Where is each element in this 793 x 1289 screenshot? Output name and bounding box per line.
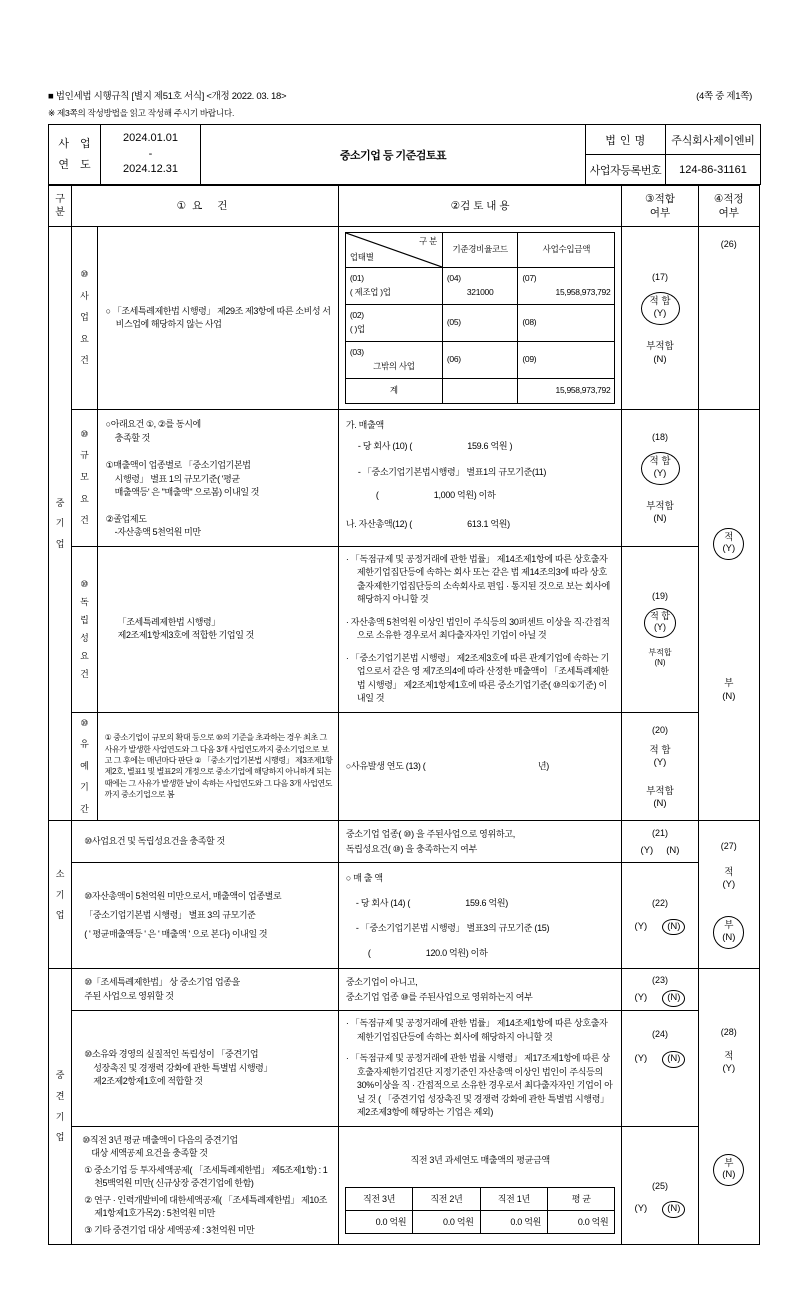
year-header-2: 직전 2년 [413, 1187, 480, 1210]
subtable-header-income: 사업수입금액 [518, 233, 615, 268]
subtable-cell-09: (09) [518, 342, 615, 379]
fit-answer-19[interactable] [622, 546, 698, 712]
content-106-title: ○ 매 출 액 [345, 873, 383, 884]
content-106-company-sales: - 당 회사 (14) ( 159.6 억원) [356, 894, 615, 912]
category-label-medium-enterprise: 중 기 업 [49, 227, 72, 821]
subtable-cell-01: (01) ( 제조업 )업 [345, 268, 442, 305]
subtable-cell-08: (08) [518, 305, 615, 342]
spacer [622, 485, 697, 501]
spacer [622, 770, 697, 786]
requirement-105: ⑩사업요건 및 독립성요건을 충족할 것 [72, 821, 339, 863]
fit-no-option-18[interactable]: 부적합 (N) [646, 500, 674, 525]
row-106-small-business-scale [49, 863, 760, 969]
assets-value-12: 613.1 [467, 518, 489, 529]
adequacy-line2: 여부 [718, 207, 739, 219]
year-value-row [345, 1210, 615, 1233]
corp-name-label: 법 인 명 [586, 125, 666, 155]
adequacy-line1: ④적정 [713, 192, 744, 205]
year-header-avg: 평 균 [548, 1187, 615, 1210]
document-header-meta [48, 88, 760, 102]
fit-number-20: (20) [652, 724, 669, 735]
fit-number-22: (22) [652, 898, 669, 909]
fit-answer-23[interactable] [622, 969, 698, 1011]
criteria-review-table [48, 185, 760, 1245]
row-109-midsize-tax-credit [49, 1126, 760, 1245]
fit-no-option-22[interactable]: (N) [662, 919, 685, 936]
fit-no-option-23[interactable]: (N) [662, 990, 685, 1007]
fit-yes-option-23[interactable]: (Y) [634, 991, 648, 1003]
adequacy-answer-28[interactable] [698, 969, 759, 1245]
fiscal-period-value [101, 125, 201, 185]
subtable-row [345, 342, 615, 379]
adequacy-number-27: (27) [720, 841, 737, 852]
subtable-corner-header [345, 233, 442, 268]
content-106-standard-label: - 「중소기업기본법 시행령」 별표3의 규모기준 (15) [355, 923, 550, 934]
small-sales-value-14: 159.6 [465, 898, 487, 909]
period-start: 2024.01.01 [122, 131, 179, 144]
fiscal-year-label [49, 125, 101, 185]
category-label-midsize-enterprise: 중 견 기 업 [49, 969, 72, 1245]
adequacy-no-option-27[interactable]: 부 (N) [713, 916, 744, 949]
content-102-b-assets: 나. 자산총액(12) ( 613.1 억원) [346, 517, 615, 531]
gubun-line1: 구 [55, 193, 65, 205]
item-no-101: ⑩ 사 업 요 건 [72, 227, 97, 410]
review-content-108 [338, 1011, 622, 1127]
adequacy-no-option-28[interactable]: 부 (N) [713, 1154, 744, 1187]
fit-no-option-19[interactable]: 부적합 (N) [648, 647, 672, 667]
subtable-header-code: 기준경비율코드 [442, 233, 517, 268]
content-108-bullet-2: · 「독점규제 및 공정거래에 관한 법률 시행령」 제17조제1항에 따른 상호출자제한기업진단 지정기준인 자산총액 이상인 법인이 주식등의 30%이상을 직 · 간접적으로 소유한 경우로서 최다출자자인 기업이 아닐 것 ( 「중견기업 성장촉진 및 경쟁력 강화에 관한 특별법 시행령」 제2조제3항에 해당하는 기업은 제외) [345, 1053, 613, 1118]
fit-line2: 여부 [649, 207, 671, 219]
fiscal-year-label-line1: 사 업 [58, 138, 95, 151]
fit-number-17: (17) [652, 272, 669, 283]
scale-standard-11: 1,000 [433, 490, 455, 501]
subtable-total-label: 계 [345, 379, 442, 404]
adequacy-yes-option-27[interactable]: 적 (Y) [722, 867, 736, 891]
table-header-row [49, 186, 760, 227]
fit-answer-18[interactable] [622, 410, 698, 547]
row-105-small-business-requirement [49, 821, 760, 863]
fit-answer-24[interactable] [622, 1011, 698, 1127]
fit-number-23: (23) [652, 974, 669, 985]
business-type-subtable [345, 232, 616, 404]
requirement-103 [97, 546, 338, 712]
column-header-adequacy [698, 186, 759, 227]
category-label-small-enterprise: 소 기 업 [49, 821, 72, 969]
requirement-108: ⑩소유와 경영의 실질적인 독립성이 「중견기업 성장촉진 및 경쟁력 강화에 관한 특별법 시행령」 제2조제2항제1호에 적합할 것 [72, 1011, 339, 1127]
fit-yes-option-18[interactable]: 적 합 (Y) [641, 452, 680, 485]
fit-yes-option-21[interactable]: (Y) [640, 845, 654, 857]
fit-no-option-24[interactable]: (N) [662, 1051, 685, 1068]
content-105-text: 중소기업 업종( ⑩) 을 주된사업으로 영위하고, 독립성요건( ⑩) 을 충족하는지 여부 [345, 829, 515, 854]
adequacy-number-26: (26) [698, 227, 759, 410]
year-value-1: 0.0 억원 [480, 1210, 547, 1233]
requirement-109: ⑩직전 3년 평균 매출액이 다음의 중견기업 대상 세액공제 요건을 충족할 것 ① 중소기업 등 투자세액공제( 「조세특례제한법」 제5조제1항) : 1천5백억원 미만( 신규상장 중견기업에 한함) ② 연구 · 인력개발비에 대한세액공제( 「조세특례제한법」 제10조제1항제1호가목2) : 5천억원 미만 ③ 기타 중견기업 대상 세액공제 : 3천억원 미만 [72, 1126, 339, 1245]
title-block [48, 124, 761, 185]
spacer [622, 325, 697, 341]
fit-line1: ③적합 [645, 192, 675, 205]
content-103-bullet-3: · 「중소기업기본법 시행령」 제2조제3호에 따른 관계기업에 속하는 기업으로서 같은 영 제7조의4에 따라 산정한 매출액이 「조세특례제한법 시행령」 제2조제1항제1호에 따른 중소기업기준( ⑩의①기준) 이내일 것 [345, 652, 610, 703]
period-end: 2024.12.31 [122, 163, 179, 176]
adequacy-yes-option-28[interactable]: 적 (Y) [722, 1050, 736, 1075]
content-102-sales-company: - 당 회사 (10) ( 159.6 억원 ) [358, 439, 615, 453]
gubun-line2: 분 [55, 207, 65, 218]
row-104-grace-period [49, 712, 760, 821]
year-value-avg: 0.0 억원 [548, 1210, 615, 1233]
fit-number-18: (18) [652, 431, 669, 442]
review-content-102 [338, 410, 622, 547]
review-content-107: 중소기업이 아니고, 중소기업 업종 ⑩를 주된사업으로 영위하는지 여부 [338, 969, 622, 1011]
req-102-item2: ②졸업제도 -자산총액 5천억원 미만 [105, 513, 201, 537]
fit-yes-option-19[interactable]: 적 합 (Y) [644, 608, 676, 638]
page-title: 중소기업 등 기준검토표 [201, 125, 586, 185]
adequacy-answer-27[interactable] [698, 821, 759, 969]
fit-yes-option-24[interactable]: (Y) [634, 1053, 648, 1065]
subtable-cell-04: (04) 321000 [442, 268, 517, 305]
row-101-business-requirement [49, 227, 760, 410]
subtable-cell-06: (06) [442, 342, 517, 379]
column-header-requirement: ①요 건 [72, 186, 339, 227]
law-reference: ■ 법인세법 시행규칙 [별지 제51호 서식] <개정 2022. 03. 18> [48, 91, 287, 102]
fit-answer-21[interactable] [622, 821, 698, 863]
review-content-109 [338, 1126, 622, 1245]
subtable-cell-02: (02) ( )업 [345, 305, 442, 342]
requirement-104: ① 중소기업이 규모의 확대 등으로 ⑩의 기준을 초과하는 경우 최초 그 사유가 발생한 사업연도와 그 다음 3개 사업연도까지 중소기업으로 보고 그 후에는 매년마다 판단 ② 「중소기업기본법 시행령」 제3조제1항제2호, 별표1 및 별표2의 개정으로 중소기업에 해당하지 아니하게 되는 때에는 그 사유가 발생한 날이 속하는 사업연도와 그 다음 3개 사업연도까지 중소기업으로 봄 [97, 712, 338, 821]
fit-answer-20[interactable] [622, 712, 698, 821]
review-content-101 [338, 227, 622, 410]
review-content-103 [338, 546, 622, 712]
subtable-row [345, 305, 615, 342]
requirement-107: ⑩「조세특례제한법」 상 중소기업 업종을 주된 사업으로 영위할 것 [72, 969, 339, 1011]
column-header-gubun [49, 186, 72, 227]
adequacy-answer-26[interactable] [698, 410, 759, 821]
fit-number-21: (21) [652, 827, 669, 838]
item-no-102: ⑩ 규 모 요 건 [72, 410, 97, 547]
three-year-average-table [345, 1187, 616, 1234]
fit-no-option-20[interactable]: 부적합 (N) [646, 785, 674, 810]
content-104-year: ○사유발생 연도 (13) ( 년) [345, 761, 549, 772]
subtable-row [345, 268, 615, 305]
year-header-3: 직전 3년 [345, 1187, 412, 1210]
fit-yes-option-25[interactable]: (Y) [634, 1202, 648, 1214]
row-103-independence-requirement [49, 546, 760, 712]
review-content-106 [338, 863, 622, 969]
fit-answer-22[interactable] [622, 863, 698, 969]
adequacy-no-option-26[interactable]: 부 (N) [722, 678, 736, 702]
subtable-total-row [345, 379, 615, 404]
column-header-fit [622, 186, 698, 227]
content-106-standard-value: ( 120.0 억원) 이하 [368, 944, 615, 962]
item-no-104: ⑩ 유 예 기 간 [72, 712, 97, 821]
biz-no-value: 124-86-31161 [666, 155, 761, 185]
corner-label-eoptaebyeol: 업태별 [349, 252, 374, 263]
fiscal-year-label-line2: 연 도 [58, 158, 95, 171]
content-103-bullet-1: · 「독점규제 및 공정거래에 관한 법률」 제14조제1항에 따른 상호출자제한기업집단등에 속하는 회사 또는 같은 법 제14조의3에 따라 상호출자제한기업집단등의 소속회사로 편입 · 통지된 것으로 보는 회사에 해당하지 아니할 것 [345, 553, 611, 604]
spacer [699, 560, 759, 678]
row-107-midsize-business-type [49, 969, 760, 1011]
biz-no-label: 사업자등록번호 [586, 155, 666, 185]
adequacy-number-28: (28) [720, 1026, 737, 1037]
content-103-bullet-2: · 자산총액 5천억원 이상인 법인이 주식등의 30퍼센트 이상을 직·간접적으로 소유한 경우로서 최다출자자인 기업이 아닐 것 [345, 616, 610, 640]
fit-yes-option-17[interactable]: 적 합 (Y) [641, 292, 680, 325]
row-108-midsize-independence [49, 1011, 760, 1127]
review-content-105 [338, 821, 622, 863]
subtable-cell-05: (05) [442, 305, 517, 342]
year-value-3: 0.0 억원 [345, 1210, 412, 1233]
fit-no-option-17[interactable]: 부적합 (N) [646, 341, 674, 365]
fit-yes-option-20[interactable]: 적 합 (Y) [649, 744, 671, 769]
spacer [699, 892, 759, 916]
item-no-103: ⑩ 독 립 성 요 건 [72, 546, 97, 712]
req-102-item1: ①매출액이 업종별로 「중소기업기본법 시행령」 별표 1의 규모기준( '평균 매출액등' 은 "매출액" 으로봄) 이내일 것 [105, 460, 260, 497]
content-108-bullet-1: · 「독점규제 및 공정거래에 관한 법률」 제14조제1항에 따른 상호출자제한기업집단등에 속하는 회사에 해당하지 아니할 것 [345, 1018, 608, 1042]
content-102-standard-value: ( 1,000 억원) 이하 [376, 488, 615, 502]
row-102-scale-requirement [49, 410, 760, 547]
column-header-review-content: ②검 토 내 용 [338, 186, 622, 227]
req-102-intro: ○아래요건 ①, ②를 동시에 충족할 것 [105, 419, 201, 443]
requirement-102 [97, 410, 338, 547]
instruction-note: ※ 제3쪽의 작성방법을 읽고 작성해 주시기 바랍니다. [48, 108, 235, 118]
year-header-row [345, 1187, 615, 1210]
subtable-total-income: 15,958,973,792 [518, 379, 615, 404]
fit-answer-17[interactable] [622, 227, 698, 410]
content-102-a-title: 가. 매출액 [345, 420, 384, 430]
requirement-101: ○ 「조세특례제한법 시행령」 제29조 제3항에 따른 소비성 서비스업에 해당하지 않는 사업 [97, 227, 338, 410]
subtable-total-code [442, 379, 517, 404]
content-102-standard-label: - 「중소기업기본법시행령」 별표1의 규모기준(11) [357, 466, 547, 477]
adequacy-yes-option-26[interactable]: 적 (Y) [713, 528, 744, 561]
small-scale-standard-15: 120.0 [425, 948, 447, 959]
fit-number-25: (25) [652, 1180, 669, 1191]
corner-label-gubun: 구 분 [419, 236, 437, 246]
fit-number-19: (19) [652, 590, 669, 601]
fit-answer-25[interactable] [622, 1126, 698, 1245]
req-103-text: 「조세특례제한법 시행령」 제2조제1항제3호에 적합한 기업일 것 [117, 616, 254, 640]
content-109-title: 직전 3년 과세연도 매출액의 평균금액 [410, 1154, 550, 1165]
review-content-104 [338, 712, 622, 821]
period-dash: - [148, 147, 153, 160]
spacer [699, 1076, 759, 1154]
sales-value-10: 159.6 [467, 441, 489, 452]
fit-no-option-25[interactable]: (N) [662, 1201, 685, 1218]
spacer [622, 638, 697, 648]
fit-number-24: (24) [652, 1029, 669, 1040]
requirement-106: ⑩자산총액이 5천억원 미만으로서, 매출액이 업종별로 「중소기업기본법 시행령」 별표 3의 규모기준 ( ' 평균매출액등 ' 은 ' 매출액 ' 으로 본다) 이내일 것 [72, 863, 339, 969]
page-indicator: (4쪽 중 제1쪽) [696, 91, 752, 102]
fit-yes-option-22[interactable]: (Y) [634, 920, 648, 932]
subtable-cell-07: (07) 15,958,973,792 [518, 268, 615, 305]
corp-name-value: 주식회사제이엔비 [666, 125, 761, 155]
fit-no-option-21[interactable]: (N) [666, 845, 680, 857]
year-value-2: 0.0 억원 [413, 1210, 480, 1233]
subtable-cell-03: (03) 그밖의 사업 [345, 342, 442, 379]
year-header-1: 직전 1년 [480, 1187, 547, 1210]
